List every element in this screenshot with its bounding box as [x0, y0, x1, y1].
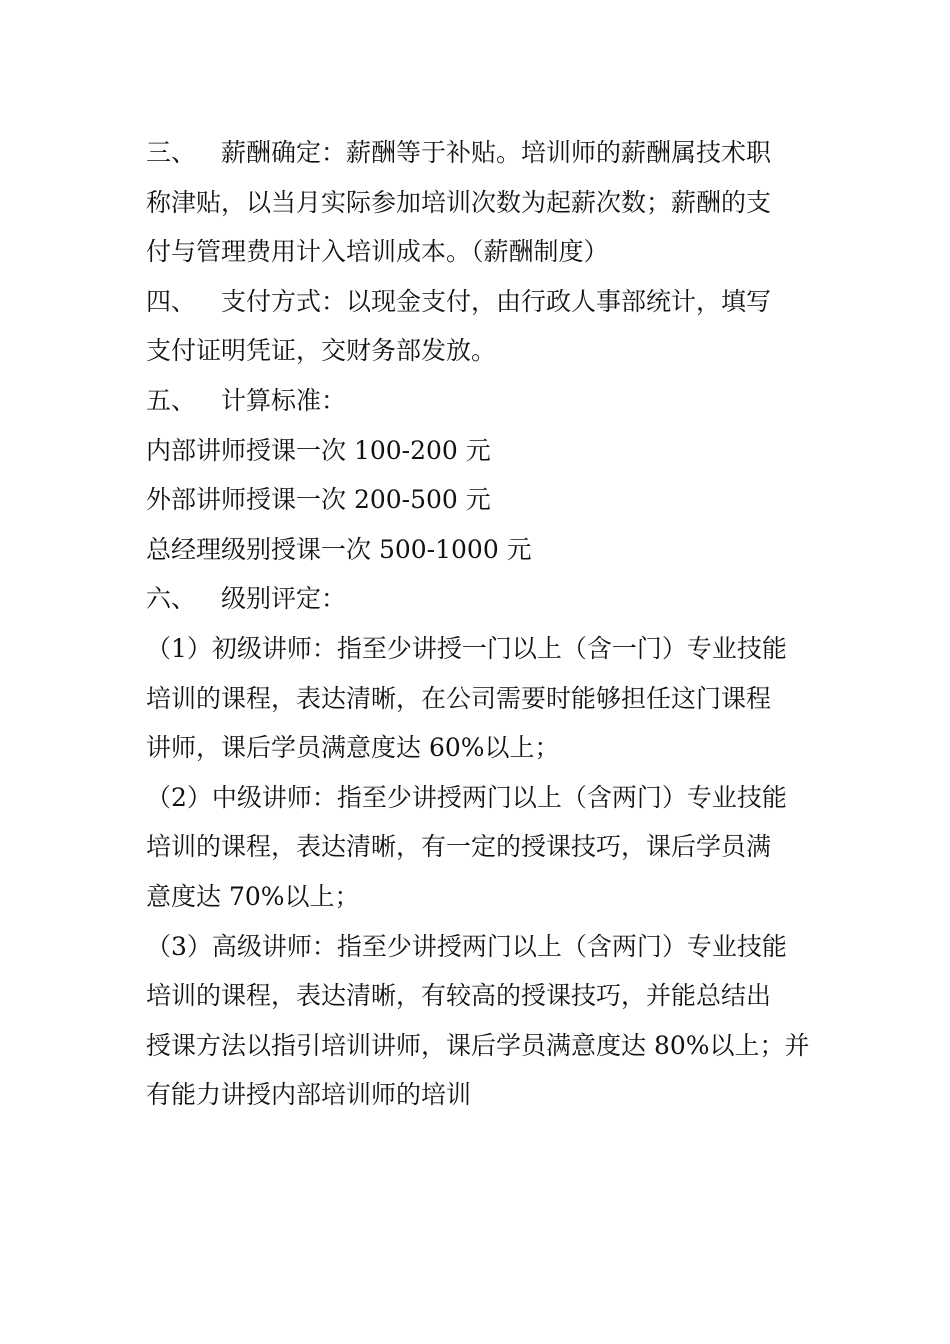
line-text: 内部讲师授课一次 100-200 元: [146, 435, 491, 465]
paragraph-line: [146, 922, 806, 972]
line-text: 支付证明凭证，交财务部发放。: [146, 336, 497, 366]
paragraph-line: [146, 1021, 810, 1071]
line-text: 计算标准：: [221, 385, 347, 415]
line-text: 付与管理费用计入培训成本。（薪酬制度）: [146, 237, 609, 267]
paragraph-line: [146, 128, 806, 178]
paragraph-line: [146, 971, 806, 1021]
line-text: 培训的课程，表达清晰，有一定的授课技巧，课后学员满: [146, 832, 772, 862]
paragraph-line: [146, 525, 806, 575]
line-text: （1）初级讲师：指至少讲授一门以上（含一门）专业技能: [146, 633, 787, 663]
line-text: （2）中级讲师：指至少讲授两门以上（含两门）专业技能: [146, 782, 787, 812]
line-text: （3）高级讲师：指至少讲授两门以上（含两门）专业技能: [146, 931, 787, 961]
paragraph-line: [146, 674, 806, 724]
paragraph-line: [146, 326, 806, 376]
section-number: 六、: [146, 584, 197, 614]
paragraph-line: [146, 227, 806, 277]
paragraph-line: [146, 574, 806, 624]
line-text: 称津贴，以当月实际参加培训次数为起薪次数；薪酬的支: [146, 187, 772, 217]
document-body: [146, 128, 810, 1120]
line-text: 支付方式：以现金支付，由行政人事部统计，填写: [221, 286, 772, 316]
paragraph-line: [146, 872, 806, 922]
paragraph-line: [146, 178, 806, 228]
line-text: 总经理级别授课一次 500-1000 元: [146, 534, 532, 564]
line-text: 级别评定：: [221, 584, 347, 614]
section-number: 五、: [146, 385, 197, 415]
paragraph-line: [146, 822, 806, 872]
paragraph-line: [146, 773, 806, 823]
line-text: 外部讲师授课一次 200-500 元: [146, 485, 491, 515]
line-text: 薪酬确定：薪酬等于补贴。培训师的薪酬属技术职: [221, 138, 772, 167]
paragraph-line: [146, 1070, 806, 1120]
line-text: 有能力讲授内部培训师的培训: [146, 1080, 472, 1110]
paragraph-line: [146, 376, 806, 426]
paragraph-line: [146, 475, 806, 525]
line-text: 讲师，课后学员满意度达 60%以上；: [146, 733, 560, 763]
section-number: 四、: [146, 286, 197, 316]
line-text: 授课方法以指引培训讲师，课后学员满意度达 80%以上；并: [146, 1030, 810, 1060]
line-text: 培训的课程，表达清晰，在公司需要时能够担任这门课程: [146, 683, 772, 713]
paragraph-line: [146, 277, 806, 327]
paragraph-line: [146, 624, 806, 674]
line-text: 意度达 70%以上；: [146, 881, 360, 911]
paragraph-line: [146, 426, 806, 476]
line-text: 培训的课程，表达清晰，有较高的授课技巧，并能总结出: [146, 981, 772, 1011]
paragraph-line: [146, 723, 806, 773]
section-number: 三、: [146, 138, 197, 167]
